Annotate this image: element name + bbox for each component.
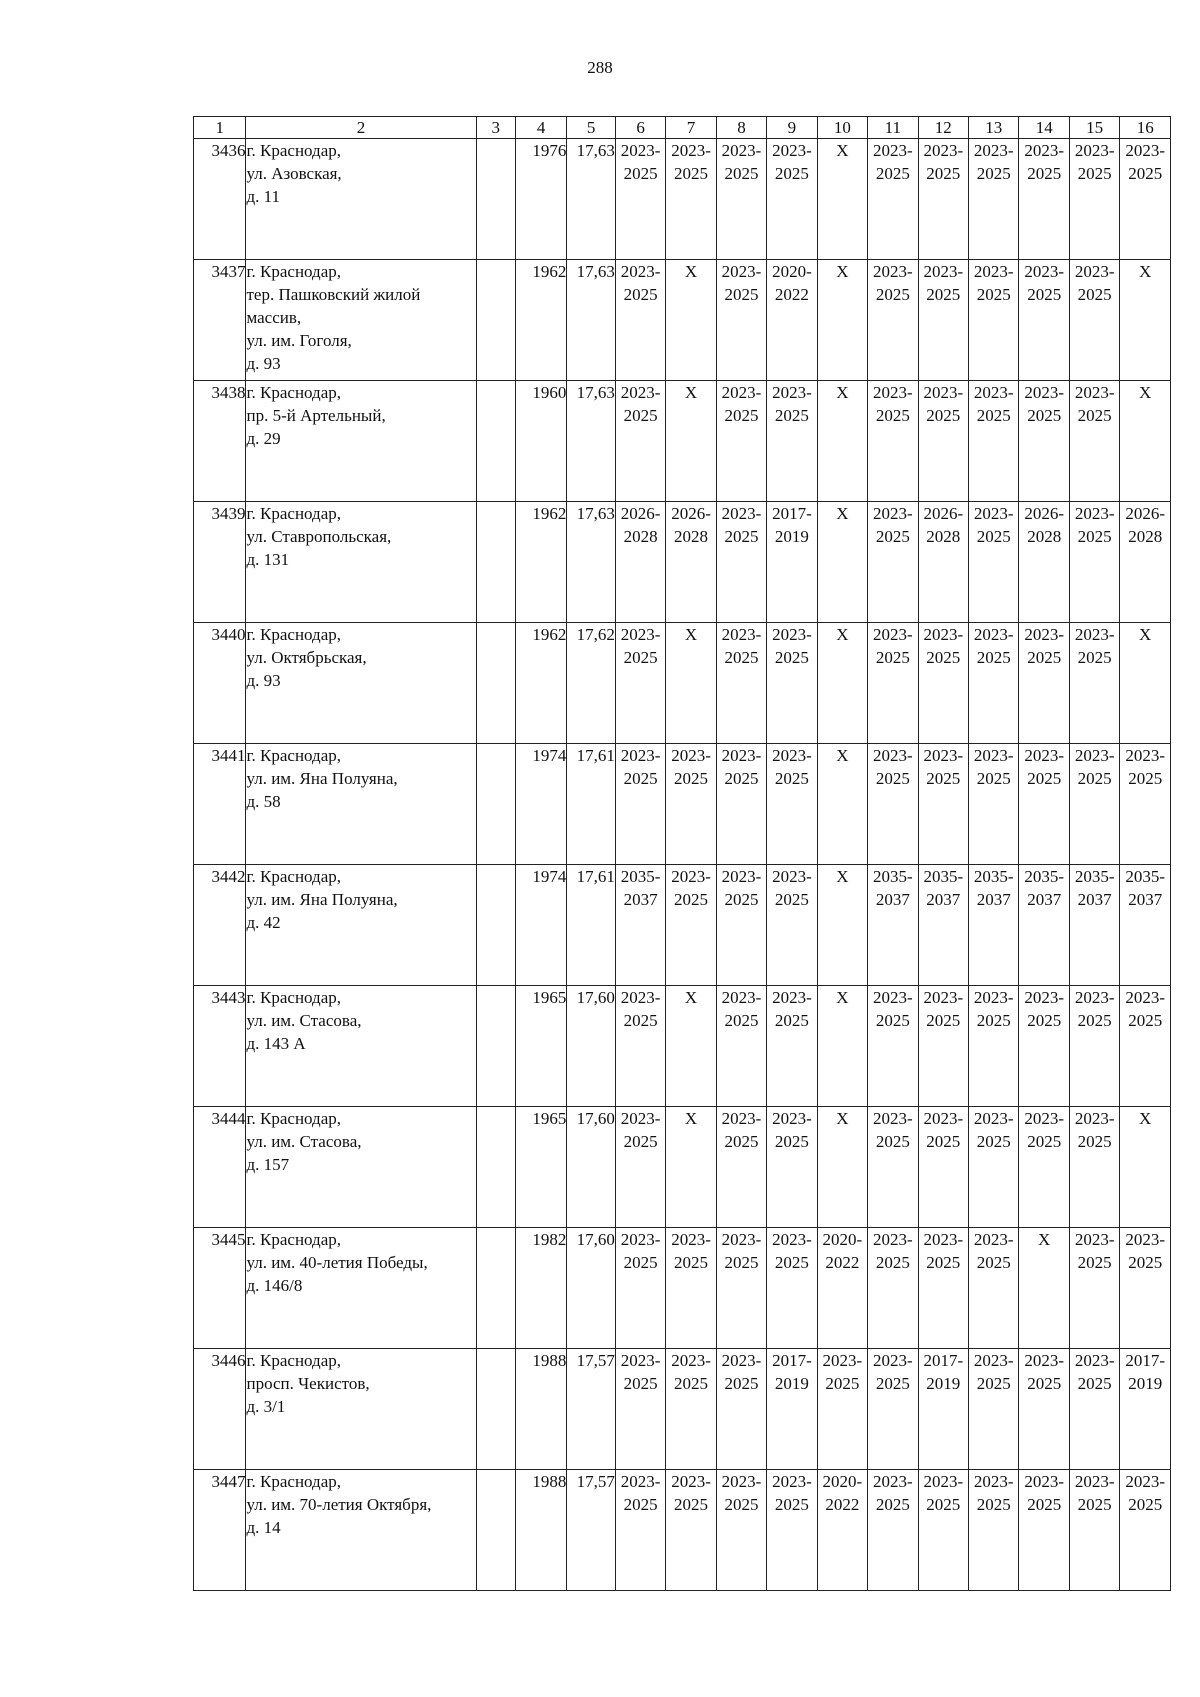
period-cell: 2023- 2025 xyxy=(969,1228,1019,1349)
period-cell: 2023- 2025 xyxy=(1019,260,1069,381)
period-cell: 2023- 2025 xyxy=(868,1107,918,1228)
period-cell: 2023- 2025 xyxy=(918,1228,968,1349)
column-header: 13 xyxy=(969,117,1019,139)
period-cell: 2023- 2025 xyxy=(918,623,968,744)
period-cell: Х xyxy=(666,1107,716,1228)
period-cell: 2020- 2022 xyxy=(817,1228,867,1349)
period-cell: 2023- 2025 xyxy=(918,139,968,260)
year-cell: 1974 xyxy=(515,744,566,865)
column-3-cell xyxy=(476,381,515,502)
period-cell: 2023- 2025 xyxy=(615,986,665,1107)
period-cell: 2023- 2025 xyxy=(918,381,968,502)
period-cell: 2023- 2025 xyxy=(767,1228,817,1349)
address-cell: г. Краснодар, ул. им. 70-летия Октября, д. 14 xyxy=(246,1470,476,1591)
period-cell: 2023- 2025 xyxy=(767,986,817,1107)
value-cell: 17,61 xyxy=(567,744,615,865)
year-cell: 1962 xyxy=(515,623,566,744)
period-cell: 2023- 2025 xyxy=(716,381,766,502)
row-number: 3446 xyxy=(194,1349,246,1470)
column-header: 4 xyxy=(515,117,566,139)
column-number-row xyxy=(194,117,1171,139)
row-number: 3442 xyxy=(194,865,246,986)
period-cell: 2023- 2025 xyxy=(1120,744,1171,865)
period-cell: 2023- 2025 xyxy=(716,1349,766,1470)
period-cell: 2023- 2025 xyxy=(615,381,665,502)
value-cell: 17,63 xyxy=(567,139,615,260)
register-table xyxy=(193,116,1171,1591)
value-cell: 17,60 xyxy=(567,1228,615,1349)
period-cell: 2023- 2025 xyxy=(918,1470,968,1591)
table-row xyxy=(194,1228,1171,1349)
address-cell: г. Краснодар, ул. Ставропольская, д. 131 xyxy=(246,502,476,623)
period-cell: 2023- 2025 xyxy=(969,744,1019,865)
column-3-cell xyxy=(476,139,515,260)
period-cell: 2023- 2025 xyxy=(868,623,918,744)
period-cell: 2023- 2025 xyxy=(767,623,817,744)
period-cell: Х xyxy=(1120,260,1171,381)
period-cell: 2023- 2025 xyxy=(767,744,817,865)
row-number: 3445 xyxy=(194,1228,246,1349)
period-cell: 2023- 2025 xyxy=(969,502,1019,623)
period-cell: 2023- 2025 xyxy=(615,744,665,865)
column-3-cell xyxy=(476,502,515,623)
column-header: 3 xyxy=(476,117,515,139)
value-cell: 17,60 xyxy=(567,986,615,1107)
period-cell: 2023- 2025 xyxy=(969,986,1019,1107)
period-cell: 2023- 2025 xyxy=(1069,744,1119,865)
table-row xyxy=(194,1349,1171,1470)
value-cell: 17,61 xyxy=(567,865,615,986)
column-3-cell xyxy=(476,986,515,1107)
period-cell: Х xyxy=(1120,1107,1171,1228)
period-cell: 2023- 2025 xyxy=(1069,139,1119,260)
period-cell: 2035- 2037 xyxy=(1069,865,1119,986)
column-header: 5 xyxy=(567,117,615,139)
period-cell: 2023- 2025 xyxy=(868,139,918,260)
period-cell: 2023- 2025 xyxy=(1069,381,1119,502)
period-cell: 2023- 2025 xyxy=(1069,986,1119,1107)
period-cell: 2026- 2028 xyxy=(918,502,968,623)
period-cell: Х xyxy=(817,502,867,623)
address-cell: г. Краснодар, ул. Октябрьская, д. 93 xyxy=(246,623,476,744)
year-cell: 1988 xyxy=(515,1470,566,1591)
period-cell: 2023- 2025 xyxy=(666,1228,716,1349)
period-cell: 2035- 2037 xyxy=(868,865,918,986)
period-cell: 2023- 2025 xyxy=(615,1228,665,1349)
period-cell: 2023- 2025 xyxy=(615,1349,665,1470)
column-header: 11 xyxy=(868,117,918,139)
row-number: 3440 xyxy=(194,623,246,744)
period-cell: Х xyxy=(666,381,716,502)
table-row xyxy=(194,1470,1171,1591)
period-cell: 2023- 2025 xyxy=(1019,139,1069,260)
period-cell: Х xyxy=(817,744,867,865)
period-cell: 2023- 2025 xyxy=(716,744,766,865)
period-cell: Х xyxy=(817,623,867,744)
column-3-cell xyxy=(476,1470,515,1591)
period-cell: 2023- 2025 xyxy=(615,139,665,260)
period-cell: 2023- 2025 xyxy=(767,139,817,260)
period-cell: 2023- 2025 xyxy=(666,865,716,986)
address-cell: г. Краснодар, просп. Чекистов, д. 3/1 xyxy=(246,1349,476,1470)
period-cell: 2023- 2025 xyxy=(868,1349,918,1470)
period-cell: 2026- 2028 xyxy=(1120,502,1171,623)
column-3-cell xyxy=(476,865,515,986)
period-cell: 2023- 2025 xyxy=(1019,744,1069,865)
period-cell: 2023- 2025 xyxy=(969,260,1019,381)
column-header: 16 xyxy=(1120,117,1171,139)
period-cell: 2023- 2025 xyxy=(666,139,716,260)
row-number: 3439 xyxy=(194,502,246,623)
value-cell: 17,63 xyxy=(567,260,615,381)
period-cell: 2023- 2025 xyxy=(666,1349,716,1470)
period-cell: 2023- 2025 xyxy=(1069,1349,1119,1470)
period-cell: 2023- 2025 xyxy=(868,1470,918,1591)
period-cell: 2017- 2019 xyxy=(767,1349,817,1470)
period-cell: Х xyxy=(1120,623,1171,744)
address-cell: г. Краснодар, ул. им. Стасова, д. 157 xyxy=(246,1107,476,1228)
column-header: 12 xyxy=(918,117,968,139)
row-number: 3437 xyxy=(194,260,246,381)
period-cell: 2017- 2019 xyxy=(1120,1349,1171,1470)
value-cell: 17,63 xyxy=(567,502,615,623)
table-row xyxy=(194,260,1171,381)
period-cell: 2023- 2025 xyxy=(1019,1107,1069,1228)
period-cell: 2023- 2025 xyxy=(1019,1349,1069,1470)
page-number: 288 xyxy=(587,58,613,77)
column-header: 15 xyxy=(1069,117,1119,139)
row-number: 3447 xyxy=(194,1470,246,1591)
address-cell: г. Краснодар, ул. им. 40-летия Победы, д. 146/8 xyxy=(246,1228,476,1349)
period-cell: 2023- 2025 xyxy=(1019,381,1069,502)
period-cell: Х xyxy=(817,1107,867,1228)
period-cell: 2035- 2037 xyxy=(969,865,1019,986)
period-cell: 2023- 2025 xyxy=(918,744,968,865)
column-header: 10 xyxy=(817,117,867,139)
column-3-cell xyxy=(476,623,515,744)
period-cell: 2023- 2025 xyxy=(1019,986,1069,1107)
period-cell: 2023- 2025 xyxy=(1069,260,1119,381)
period-cell: 2020- 2022 xyxy=(767,260,817,381)
period-cell: 2035- 2037 xyxy=(615,865,665,986)
period-cell: 2023- 2025 xyxy=(918,1107,968,1228)
table-row xyxy=(194,623,1171,744)
period-cell: 2023- 2025 xyxy=(1069,623,1119,744)
column-3-cell xyxy=(476,260,515,381)
period-cell: 2023- 2025 xyxy=(969,1470,1019,1591)
period-cell: 2023- 2025 xyxy=(767,1107,817,1228)
table-row xyxy=(194,139,1171,260)
period-cell: 2023- 2025 xyxy=(1120,1470,1171,1591)
table-row xyxy=(194,865,1171,986)
address-cell: г. Краснодар, ул. Азовская, д. 11 xyxy=(246,139,476,260)
period-cell: 2020- 2022 xyxy=(817,1470,867,1591)
year-cell: 1974 xyxy=(515,865,566,986)
period-cell: 2026- 2028 xyxy=(666,502,716,623)
period-cell: 2035- 2037 xyxy=(1120,865,1171,986)
column-3-cell xyxy=(476,1107,515,1228)
period-cell: 2023- 2025 xyxy=(666,744,716,865)
period-cell: Х xyxy=(817,865,867,986)
period-cell: 2023- 2025 xyxy=(767,1470,817,1591)
table-row xyxy=(194,381,1171,502)
row-number: 3441 xyxy=(194,744,246,865)
address-cell: г. Краснодар, пр. 5-й Артельный, д. 29 xyxy=(246,381,476,502)
value-cell: 17,63 xyxy=(567,381,615,502)
row-number: 3443 xyxy=(194,986,246,1107)
table-body xyxy=(194,139,1171,1591)
period-cell: 2023- 2025 xyxy=(969,1107,1019,1228)
period-cell: 2023- 2025 xyxy=(1069,1228,1119,1349)
column-3-cell xyxy=(476,1228,515,1349)
column-header: 6 xyxy=(615,117,665,139)
period-cell: 2035- 2037 xyxy=(1019,865,1069,986)
year-cell: 1982 xyxy=(515,1228,566,1349)
period-cell: 2023- 2025 xyxy=(1069,1470,1119,1591)
column-header: 1 xyxy=(194,117,246,139)
period-cell: Х xyxy=(817,986,867,1107)
address-cell: г. Краснодар, тер. Пашковский жилой массив, ул. им. Гоголя, д. 93 xyxy=(246,260,476,381)
period-cell: 2023- 2025 xyxy=(716,502,766,623)
period-cell: 2023- 2025 xyxy=(1120,1228,1171,1349)
period-cell: 2023- 2025 xyxy=(817,1349,867,1470)
period-cell: 2023- 2025 xyxy=(716,865,766,986)
period-cell: 2023- 2025 xyxy=(716,260,766,381)
year-cell: 1976 xyxy=(515,139,566,260)
column-header: 9 xyxy=(767,117,817,139)
table-row xyxy=(194,744,1171,865)
year-cell: 1960 xyxy=(515,381,566,502)
value-cell: 17,62 xyxy=(567,623,615,744)
period-cell: 2023- 2025 xyxy=(716,139,766,260)
period-cell: Х xyxy=(1120,381,1171,502)
table-row xyxy=(194,502,1171,623)
period-cell: 2023- 2025 xyxy=(969,623,1019,744)
period-cell: 2023- 2025 xyxy=(1120,139,1171,260)
address-cell: г. Краснодар, ул. им. Стасова, д. 143 А xyxy=(246,986,476,1107)
value-cell: 17,57 xyxy=(567,1470,615,1591)
period-cell: 2023- 2025 xyxy=(969,139,1019,260)
column-3-cell xyxy=(476,1349,515,1470)
period-cell: 2023- 2025 xyxy=(716,1470,766,1591)
period-cell: 2026- 2028 xyxy=(615,502,665,623)
period-cell: Х xyxy=(817,260,867,381)
period-cell: 2023- 2025 xyxy=(767,381,817,502)
period-cell: 2023- 2025 xyxy=(716,623,766,744)
period-cell: 2023- 2025 xyxy=(716,1107,766,1228)
year-cell: 1965 xyxy=(515,1107,566,1228)
row-number: 3438 xyxy=(194,381,246,502)
year-cell: 1962 xyxy=(515,502,566,623)
period-cell: 2023- 2025 xyxy=(1069,1107,1119,1228)
period-cell: Х xyxy=(666,623,716,744)
period-cell: 2023- 2025 xyxy=(615,623,665,744)
period-cell: 2023- 2025 xyxy=(969,1349,1019,1470)
period-cell: 2017- 2019 xyxy=(918,1349,968,1470)
period-cell: 2026- 2028 xyxy=(1019,502,1069,623)
period-cell: Х xyxy=(1019,1228,1069,1349)
period-cell: 2023- 2025 xyxy=(767,865,817,986)
period-cell: 2023- 2025 xyxy=(615,1470,665,1591)
period-cell: Х xyxy=(817,381,867,502)
period-cell: 2023- 2025 xyxy=(868,381,918,502)
column-3-cell xyxy=(476,744,515,865)
period-cell: 2017- 2019 xyxy=(767,502,817,623)
period-cell: 2023- 2025 xyxy=(1120,986,1171,1107)
period-cell: 2023- 2025 xyxy=(868,1228,918,1349)
period-cell: 2023- 2025 xyxy=(615,260,665,381)
period-cell: 2023- 2025 xyxy=(615,1107,665,1228)
table-row xyxy=(194,1107,1171,1228)
period-cell: 2023- 2025 xyxy=(716,1228,766,1349)
period-cell: 2023- 2025 xyxy=(1019,1470,1069,1591)
period-cell: 2023- 2025 xyxy=(716,986,766,1107)
period-cell: 2023- 2025 xyxy=(1069,502,1119,623)
column-header: 8 xyxy=(716,117,766,139)
period-cell: 2023- 2025 xyxy=(868,986,918,1107)
row-number: 3444 xyxy=(194,1107,246,1228)
column-header: 14 xyxy=(1019,117,1069,139)
table-row xyxy=(194,986,1171,1107)
period-cell: 2023- 2025 xyxy=(1019,623,1069,744)
period-cell: 2023- 2025 xyxy=(918,986,968,1107)
address-cell: г. Краснодар, ул. им. Яна Полуяна, д. 42 xyxy=(246,865,476,986)
column-header: 2 xyxy=(246,117,476,139)
year-cell: 1965 xyxy=(515,986,566,1107)
period-cell: 2023- 2025 xyxy=(969,381,1019,502)
period-cell: 2023- 2025 xyxy=(868,744,918,865)
value-cell: 17,57 xyxy=(567,1349,615,1470)
period-cell: Х xyxy=(666,260,716,381)
period-cell: Х xyxy=(817,139,867,260)
period-cell: Х xyxy=(666,986,716,1107)
year-cell: 1988 xyxy=(515,1349,566,1470)
period-cell: 2035- 2037 xyxy=(918,865,968,986)
period-cell: 2023- 2025 xyxy=(666,1470,716,1591)
column-header: 7 xyxy=(666,117,716,139)
address-cell: г. Краснодар, ул. им. Яна Полуяна, д. 58 xyxy=(246,744,476,865)
value-cell: 17,60 xyxy=(567,1107,615,1228)
year-cell: 1962 xyxy=(515,260,566,381)
period-cell: 2023- 2025 xyxy=(918,260,968,381)
period-cell: 2023- 2025 xyxy=(868,502,918,623)
period-cell: 2023- 2025 xyxy=(868,260,918,381)
row-number: 3436 xyxy=(194,139,246,260)
